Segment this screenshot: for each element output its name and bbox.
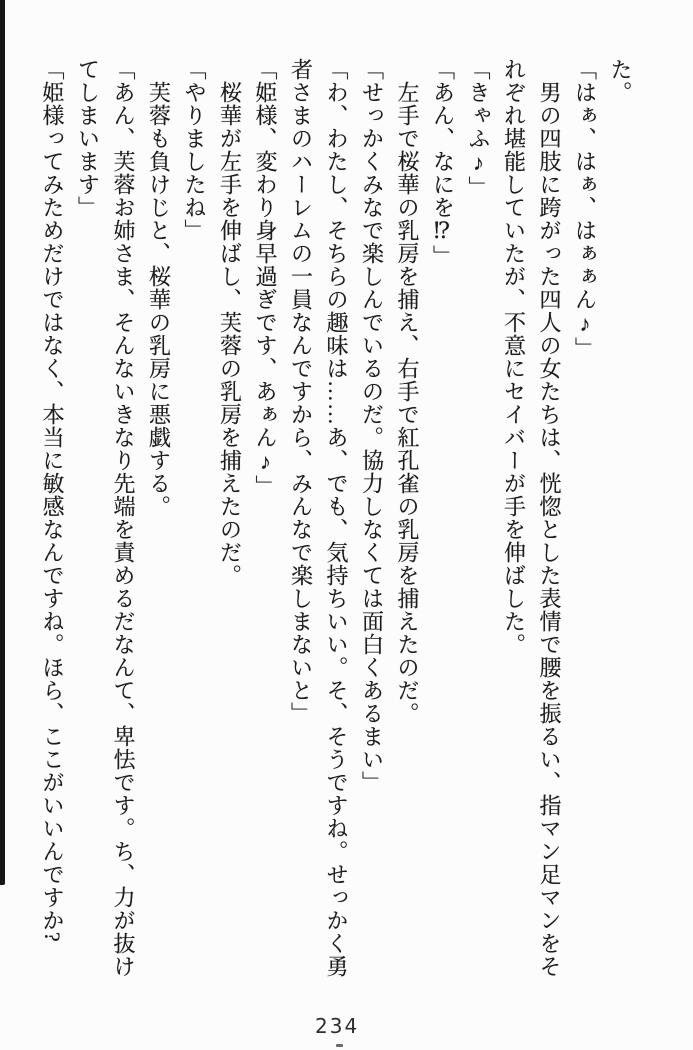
scan-gutter-edge	[0, 0, 5, 885]
text-line: た。	[608, 58, 633, 104]
text-line: 「姫様ってみためだけではなく、本当に敏感なんですね。ほら、ここがいいんですか?	[40, 58, 65, 943]
text-line: 芙蓉も負けじと、桜華の乳房に悪戯する。	[146, 81, 172, 518]
text-line: 「きゃふ♪」	[466, 58, 491, 199]
text-line: 「はぁ、はぁ、はぁぁん♪」	[572, 58, 598, 360]
page-text	[35, 58, 639, 984]
text-line: 「あん、芙蓉お姉さま、そんないきなり先端を責めるだなんて、卑怯です。ち、力が抜け	[111, 58, 136, 978]
text-line: てしまいます」	[75, 58, 101, 219]
text-line: 桜華が左手を伸ばし、芙蓉の乳房を捕えたのだ。	[217, 81, 243, 587]
text-line: 男の四肢に跨がった四人の女たちは、恍惚とした表情で腰を振るい、指マン足マンをそ	[537, 81, 562, 978]
text-line: 左手で桜華の乳房を捕え、右手で紅孔雀の乳房を捕えたのだ。	[395, 81, 420, 725]
text-line: 「姫様、変わり身早過ぎです、あぁん♪」	[253, 58, 278, 498]
scan-bottom-mark	[336, 1044, 343, 1047]
text-line: 「わ、わたし、そちらの趣味は……あ、でも、気持ちいい。そ、そうですね。せっかく勇	[324, 58, 349, 978]
text-line: れぞれ堪能していたが、不意にセイバーが手を伸ばした。	[501, 58, 527, 656]
text-line: 者さまのハーレムの一員なんですから、みんなで楽しまないと」	[288, 58, 314, 725]
text-line: 「せっかくみなで楽しんでいるのだ。協力しなくては面白くあるまい」	[359, 58, 385, 794]
text-line: 「やりましたね」	[182, 58, 207, 242]
page-number: 234	[315, 1014, 360, 1038]
text-line: 「あん、なにを⁉」	[430, 58, 456, 268]
